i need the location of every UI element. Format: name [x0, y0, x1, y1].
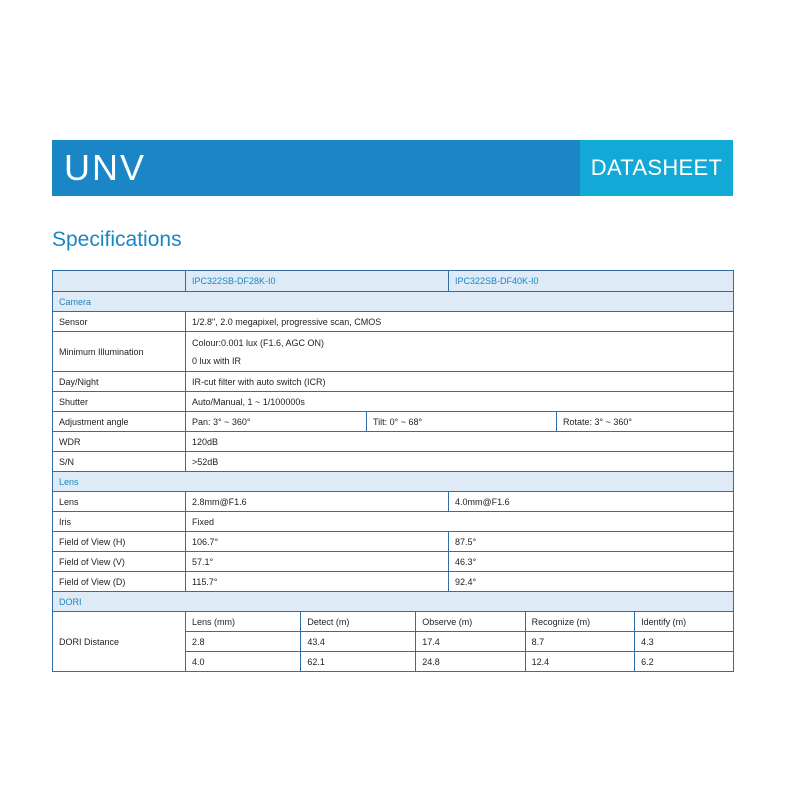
row-label: Field of View (D) — [53, 572, 186, 592]
model-2: IPC322SB-DF40K-I0 — [449, 271, 734, 292]
brand-logo: UNV — [64, 147, 147, 188]
dori-cell: 43.4 — [301, 632, 416, 652]
datasheet-label: DATASHEET — [580, 140, 733, 196]
row-label: S/N — [53, 452, 186, 472]
row-value: Auto/Manual, 1 ~ 1/100000s — [186, 392, 734, 412]
table-row — [53, 552, 734, 572]
dori-table — [186, 612, 733, 671]
table-row — [53, 372, 734, 392]
dori-cell: 6.2 — [635, 652, 733, 672]
table-row — [53, 612, 734, 672]
row-value — [186, 332, 734, 372]
table-row — [53, 492, 734, 512]
row-label: DORI Distance — [53, 612, 186, 672]
row-value: 1/2.8", 2.0 megapixel, progressive scan, CMOS — [186, 312, 734, 332]
table-row — [53, 452, 734, 472]
dori-cell: 4.3 — [635, 632, 733, 652]
row-label: Lens — [53, 492, 186, 512]
dori-row — [186, 652, 733, 672]
table-row — [53, 412, 734, 432]
table-header-row — [53, 271, 734, 292]
row-label: Field of View (V) — [53, 552, 186, 572]
dori-header: Recognize (m) — [525, 612, 634, 632]
dori-header: Observe (m) — [416, 612, 525, 632]
dori-cell: 12.4 — [525, 652, 634, 672]
dori-header-row — [186, 612, 733, 632]
dori-cell: 17.4 — [416, 632, 525, 652]
pan-value: Pan: 3° ~ 360° — [186, 412, 367, 432]
row-label: Field of View (H) — [53, 532, 186, 552]
dori-row — [186, 632, 733, 652]
dori-grid-cell — [186, 612, 734, 672]
table-row — [53, 432, 734, 452]
dori-cell: 4.0 — [186, 652, 301, 672]
table-row — [53, 332, 734, 372]
dori-cell: 62.1 — [301, 652, 416, 672]
row-label: Minimum Illumination — [53, 332, 186, 372]
table-row — [53, 392, 734, 412]
fov-d-b: 92.4° — [449, 572, 734, 592]
fov-d-a: 115.7° — [186, 572, 449, 592]
header-banner — [52, 140, 733, 196]
row-value: >52dB — [186, 452, 734, 472]
spec-table — [52, 270, 734, 672]
dori-header: Lens (mm) — [192, 616, 236, 627]
dori-cell: 24.8 — [416, 652, 525, 672]
header-empty-cell — [53, 271, 186, 292]
fov-h-a: 106.7° — [186, 532, 449, 552]
fov-v-b: 46.3° — [449, 552, 734, 572]
lens-value-b: 4.0mm@F1.6 — [449, 492, 734, 512]
dori-header: Identify (m) — [635, 612, 733, 632]
tilt-value: Tilt: 0° ~ 68° — [367, 412, 557, 432]
fov-v-a: 57.1° — [186, 552, 449, 572]
rotate-value: Rotate: 3° ~ 360° — [557, 412, 734, 432]
table-row — [53, 512, 734, 532]
table-row — [53, 532, 734, 552]
row-value: Fixed — [186, 512, 734, 532]
fov-h-b: 87.5° — [449, 532, 734, 552]
row-label: Day/Night — [53, 372, 186, 392]
page-title: Specifications — [52, 228, 182, 251]
table-row — [53, 312, 734, 332]
row-value: 120dB — [186, 432, 734, 452]
section-camera: Camera — [53, 292, 734, 312]
section-dori: DORI — [53, 592, 734, 612]
lens-value-a: 2.8mm@F1.6 — [186, 492, 449, 512]
row-label: Shutter — [53, 392, 186, 412]
row-label: WDR — [53, 432, 186, 452]
table-row — [53, 572, 734, 592]
row-label: Iris — [53, 512, 186, 532]
dori-cell: 2.8 — [186, 632, 301, 652]
dori-header: Detect (m) — [301, 612, 416, 632]
dori-cell: 8.7 — [525, 632, 634, 652]
min-illum-colour: Colour:0.001 lux (F1.6, AGC ON) — [192, 337, 325, 348]
row-label: Sensor — [53, 312, 186, 332]
min-illum-ir: 0 lux with IR — [192, 355, 242, 366]
row-label: Adjustment angle — [53, 412, 186, 432]
row-value: IR-cut filter with auto switch (ICR) — [186, 372, 734, 392]
section-lens: Lens — [53, 472, 734, 492]
model-1: IPC322SB-DF28K-I0 — [186, 271, 449, 292]
